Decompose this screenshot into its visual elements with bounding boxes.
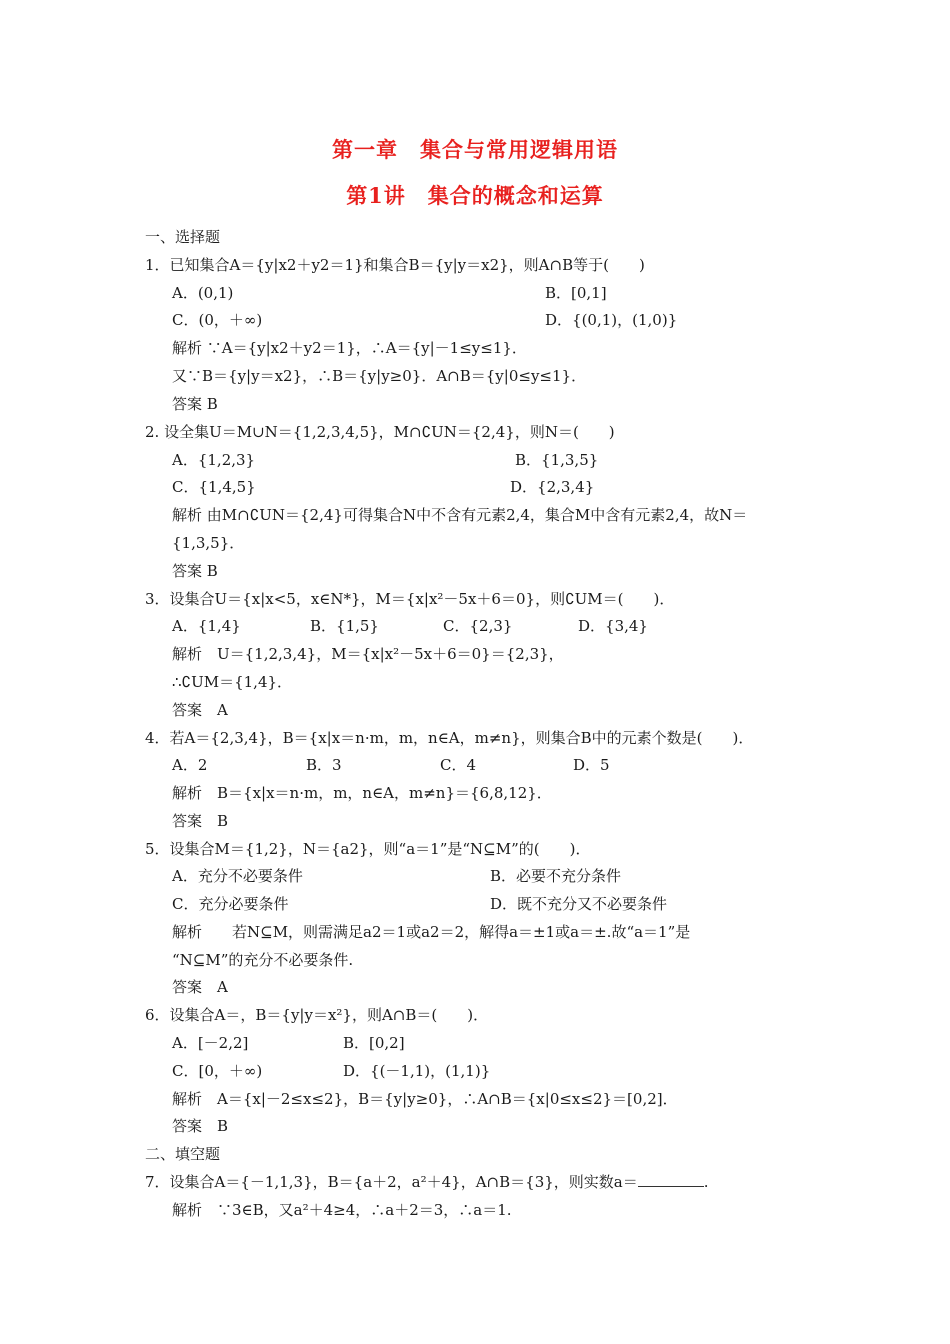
question-2-analysis: 解析 由M∩∁UN＝{2,4}可得集合N中不含有元素2,4，集合M中含有元素2,4，故N＝ — [172, 506, 748, 524]
question-5-option-b: B．必要不充分条件 — [490, 867, 622, 885]
question-4-answer: 答案 B — [172, 812, 229, 830]
question-6-stem: 6．设集合A＝，B＝{y|y＝x²}，则A∩B＝( )． — [145, 1006, 489, 1024]
question-3-answer: 答案 A — [172, 701, 228, 719]
question-2-option-b: B．{1,3,5} — [515, 451, 599, 469]
question-6-option-a: A．[－2,2] — [172, 1034, 249, 1052]
question-3-option-b: B．{1,5} — [310, 617, 379, 635]
question-2-answer: 答案 B — [172, 562, 218, 580]
question-6-option-d: D．{(－1,1)，(1,1)} — [343, 1062, 491, 1080]
question-2-option-a: A．{1,2,3} — [172, 451, 256, 469]
question-6-option-c: C．[0，＋∞) — [172, 1062, 263, 1080]
question-7-analysis: 解析 ∵3∈B，又a²＋4≥4，∴a＋2＝3，∴a＝1. — [172, 1201, 512, 1219]
chapter-title: 第一章 集合与常用逻辑用语 — [332, 137, 618, 162]
question-2-option-d: D．{2,3,4} — [510, 478, 595, 496]
question-6-analysis: 解析 A＝{x|－2≤x≤2}，B＝{y|y≥0}，∴A∩B＝{x|0≤x≤2}＝[0,2]． — [172, 1090, 678, 1108]
question-2-analysis-cont: {1,3,5}． — [172, 534, 245, 552]
question-1-option-d: D．{(0,1)，(1,0)} — [545, 311, 678, 329]
question-3-analysis: 解析 U＝{1,2,3,4}，M＝{x|x²－5x＋6＝0}＝{2,3}， — [172, 645, 564, 663]
question-5-answer: 答案 A — [172, 978, 228, 996]
question-4-stem: 4．若A＝{2,3,4}，B＝{x|x＝n·m，m，n∈A，m≠n}，则集合B中的元素个数是( )． — [145, 729, 754, 747]
question-3-analysis-cont: ∴∁UM＝{1,4}． — [172, 673, 293, 691]
question-7-stem-line — [145, 1171, 709, 1193]
question-3-stem: 3．设集合U＝{x|x<5，x∈N*}，M＝{x|x²－5x＋6＝0}，则∁UM＝( )． — [145, 590, 675, 608]
question-1-answer: 答案 B — [172, 395, 218, 413]
question-5-stem: 5．设集合M＝{1,2}，N＝{a2}，则“a＝1”是“N⊆M”的( )． — [145, 840, 591, 858]
question-1-option-b: B．[0,1] — [545, 284, 607, 302]
question-3-option-c: C．{2,3} — [443, 617, 513, 635]
question-7-stem: 7．设集合A＝{－1,1,3}，B＝{a＋2，a²＋4}，A∩B＝{3}，则实数a＝ — [145, 1173, 638, 1191]
section-heading-choice: 一、选择题 — [145, 228, 221, 246]
question-7-stem-end: . — [703, 1173, 709, 1191]
question-4-option-a: A．2 — [172, 756, 208, 774]
question-6-answer: 答案 B — [172, 1117, 229, 1135]
question-6-option-b: B．[0,2] — [343, 1034, 405, 1052]
question-4-analysis: 解析 B＝{x|x＝n·m，m，n∈A，m≠n}＝{6,8,12}． — [172, 784, 552, 802]
question-5-option-c: C．充分必要条件 — [172, 895, 289, 913]
question-5-option-a: A．充分不必要条件 — [172, 867, 303, 885]
answer-blank[interactable] — [638, 1172, 704, 1187]
question-1-option-a: A．(0,1) — [172, 284, 234, 302]
question-1-analysis: 解析 ∵A＝{y|x2＋y2＝1}，∴A＝{y|－1≤y≤1}． — [172, 339, 527, 357]
question-5-analysis-cont: “N⊆M”的充分不必要条件. — [172, 951, 354, 969]
question-1-stem: 1．已知集合A＝{y|x2＋y2＝1}和集合B＝{y|y＝x2}，则A∩B等于( ) — [145, 256, 645, 274]
question-2-option-c: C．{1,4,5} — [172, 478, 256, 496]
question-3-option-d: D．{3,4} — [578, 617, 648, 635]
question-1-analysis-cont: 又∵B＝{y|y＝x2}，∴B＝{y|y≥0}．A∩B＝{y|0≤y≤1}． — [172, 367, 587, 385]
question-4-option-b: B．3 — [306, 756, 342, 774]
question-3-option-a: A．{1,4} — [172, 617, 241, 635]
question-2-stem: 2. 设全集U＝M∪N＝{1,2,3,4,5}，M∩∁UN＝{2,4}，则N＝( ) — [145, 423, 615, 441]
section-heading-fill: 二、填空题 — [145, 1145, 221, 1163]
question-4-option-d: D．5 — [573, 756, 610, 774]
question-5-analysis: 解析 若N⊆M，则需满足a2＝1或a2＝2，解得a＝±1或a＝±.故“a＝1”是 — [172, 923, 691, 941]
question-4-option-c: C．4 — [440, 756, 477, 774]
question-5-option-d: D．既不充分又不必要条件 — [490, 895, 668, 913]
question-1-option-c: C．(0，＋∞) — [172, 311, 263, 329]
lesson-title: 第1讲 集合的概念和运算 — [346, 183, 604, 208]
